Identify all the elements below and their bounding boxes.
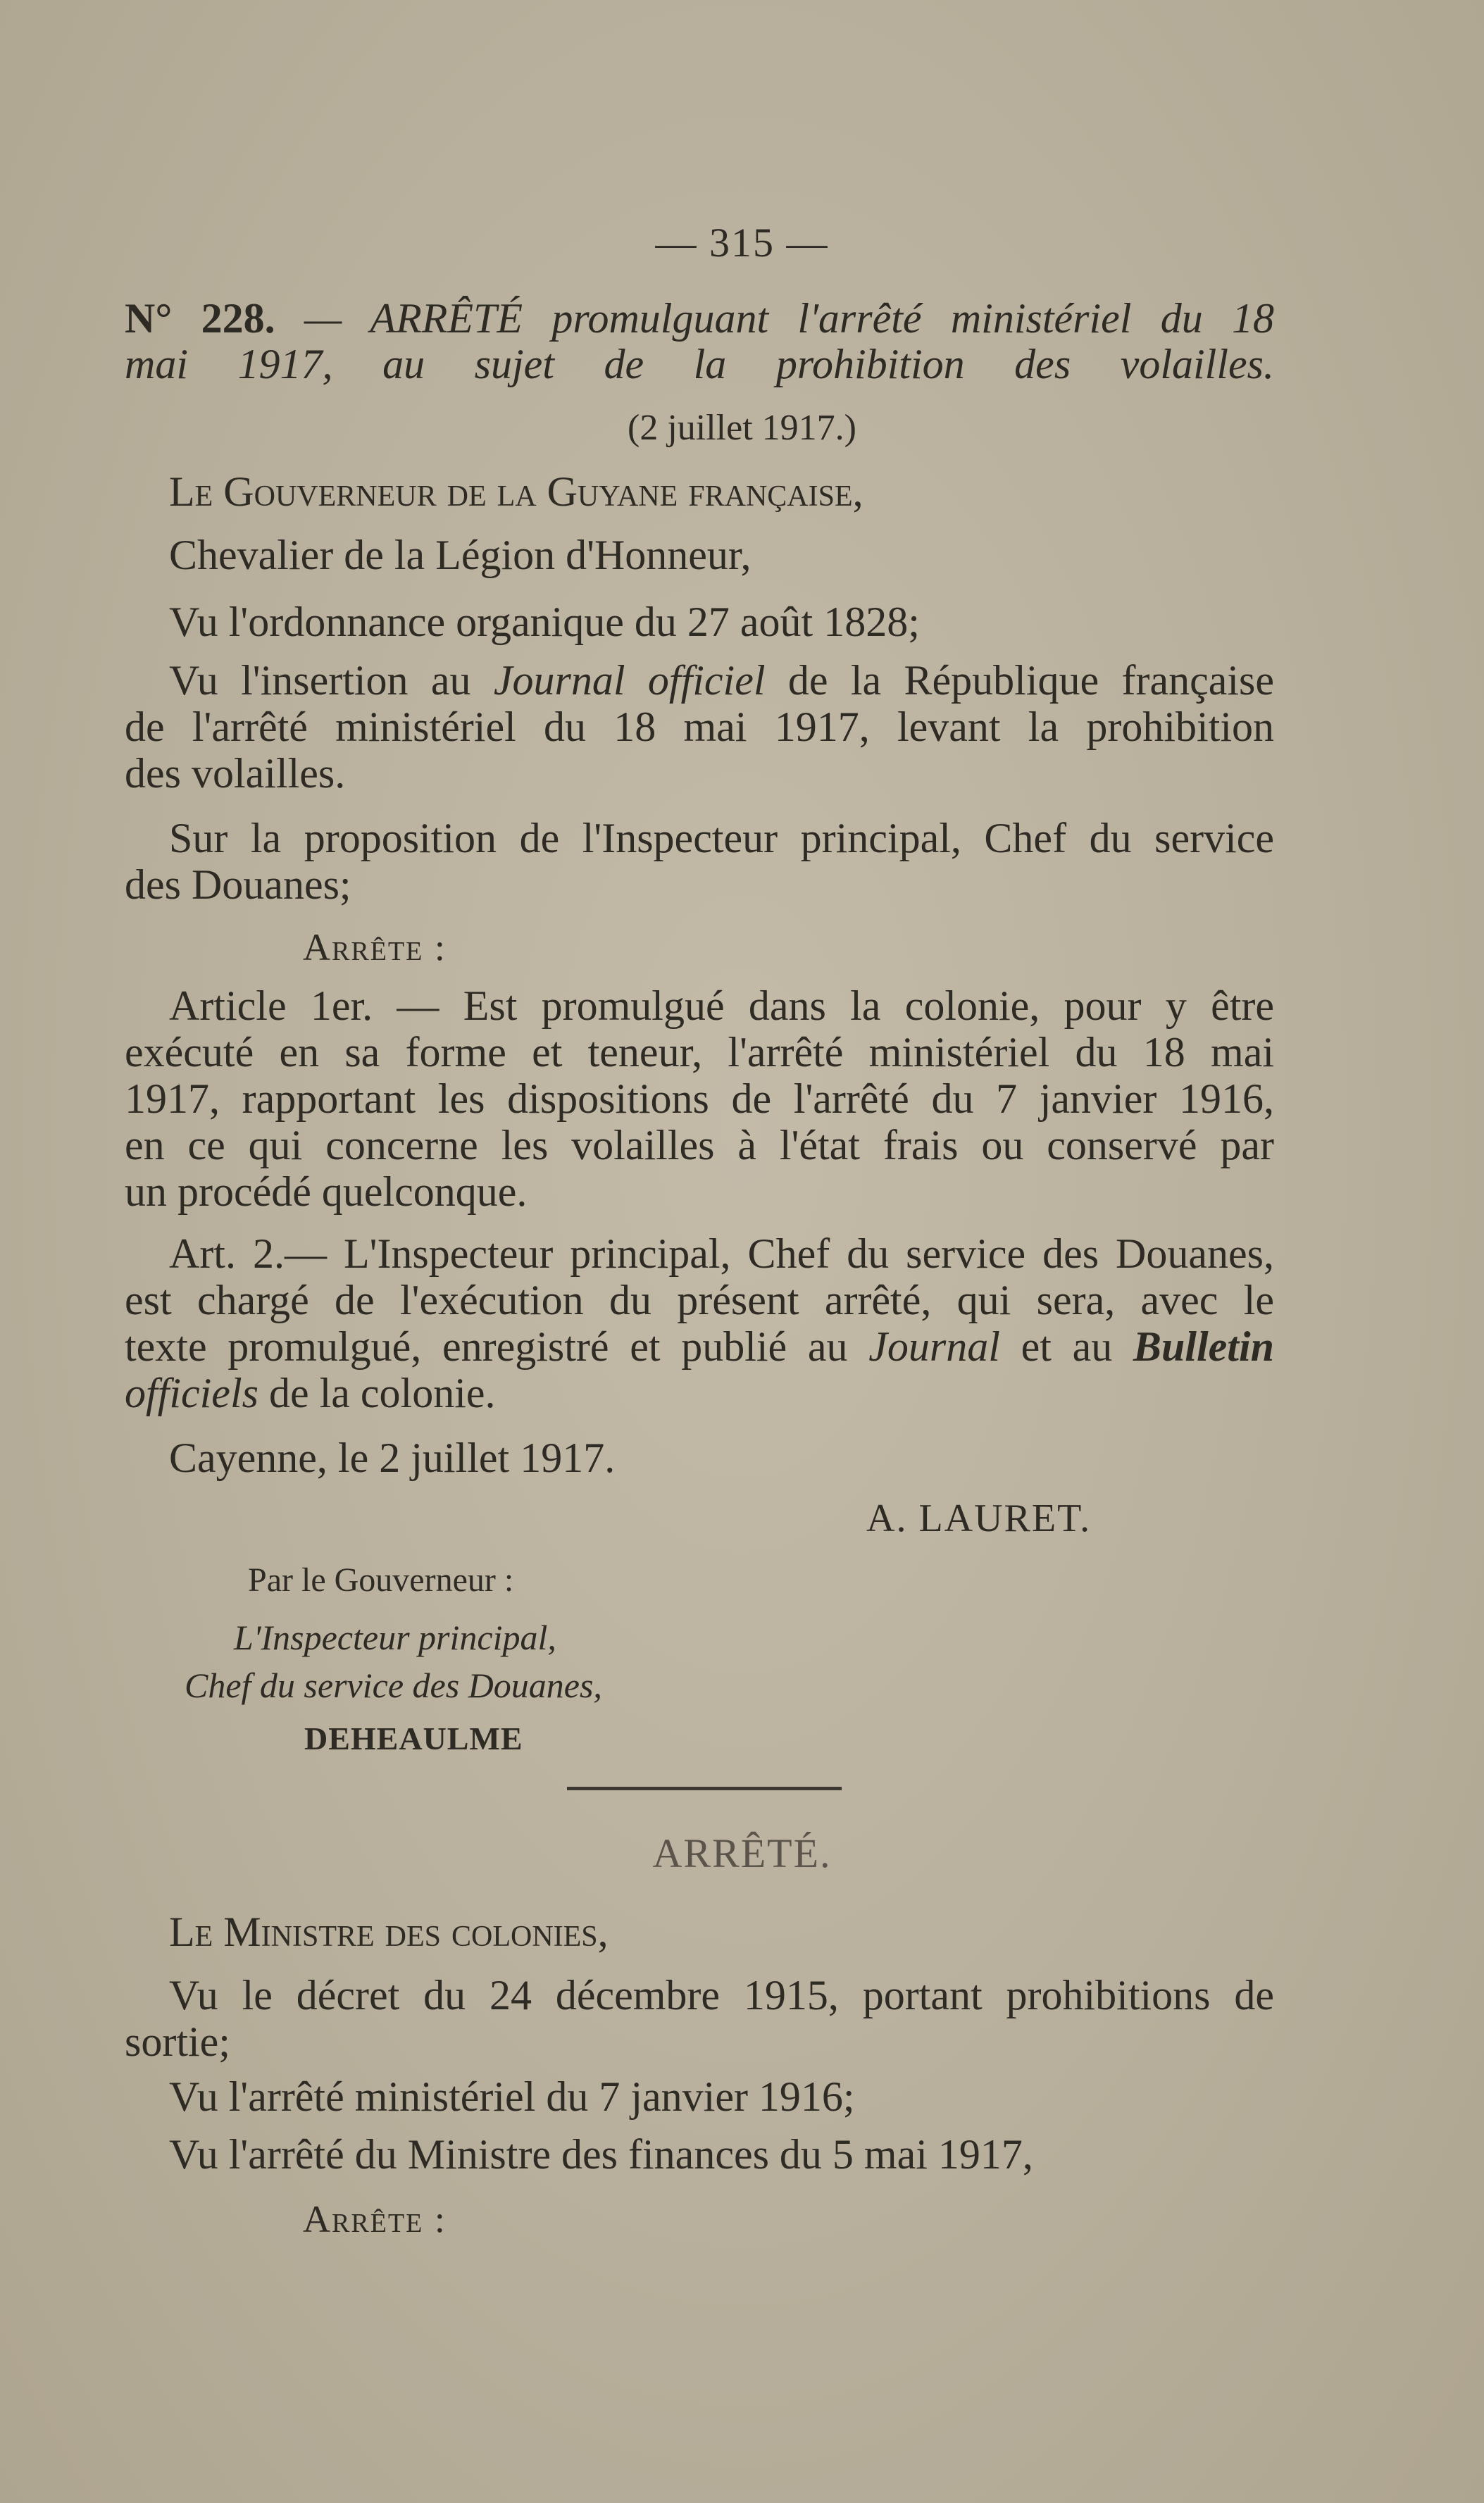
ministerial-vu1-line2: sortie;	[125, 2018, 230, 2065]
section-divider	[567, 1787, 842, 1790]
vu-insertion-text: Vu l'insertion au	[169, 657, 471, 704]
decree-number: N° 228.	[125, 295, 275, 342]
chevalier-line: Chevalier de la Légion d'Honneur,	[169, 532, 752, 578]
bulletin-text: Bulletin	[1133, 1323, 1274, 1370]
officiels-text: officiels	[125, 1370, 258, 1416]
arrete-label: Arrête :	[303, 926, 447, 968]
vu-insertion-line1	[169, 657, 1275, 704]
et-au-text: et au	[1021, 1323, 1113, 1370]
page-number: — 315 —	[655, 220, 829, 266]
vu-ordonnance: Vu l'ordonnance organique du 27 août 1828;	[169, 599, 920, 645]
ministerial-vu1-line1: Vu le décret du 24 décembre 1915, portant prohibitions de	[169, 1972, 1274, 2018]
article1-line2: exécuté en sa forme et teneur, l'arrêté ministériel du 18 mai	[125, 1029, 1274, 1075]
article2-line2: est chargé de l'exécution du présent arrêté, qui sera, avec le	[125, 1277, 1274, 1323]
vu-insertion-line2: de l'arrêté ministériel du 18 mai 1917, levant la prohibition	[125, 704, 1274, 750]
article1-line5: un procédé quelconque.	[125, 1168, 528, 1215]
decree-title-line1	[125, 295, 1275, 342]
decree-title-line2: mai 1917, au sujet de la prohibition des volailles.	[125, 341, 1274, 387]
chef-douanes: Chef du service des Douanes,	[185, 1666, 602, 1705]
proposition-line2: des Douanes;	[125, 861, 351, 908]
proposition-line1: Sur la proposition de l'Inspecteur principal, Chef du service	[169, 815, 1274, 861]
place-date: Cayenne, le 2 juillet 1917.	[169, 1435, 616, 1481]
decree-title-text: — ARRÊTÉ promulguant l'arrêté ministériel du 18	[304, 295, 1275, 342]
article2-line1: Art. 2.— L'Inspecteur principal, Chef du service des Douanes,	[169, 1230, 1274, 1277]
journal-officiel: Journal officiel	[493, 657, 766, 704]
vu-insertion-line3: des volailles.	[125, 750, 346, 797]
ministerial-heading: ARRÊTÉ.	[652, 1830, 832, 1876]
ministre-line: Le Ministre des colonies,	[169, 1909, 609, 1955]
par-le-gouverneur: Par le Gouverneur :	[248, 1561, 514, 1599]
article1-line3: 1917, rapportant les dispositions de l'arrêté du 7 janvier 1916,	[125, 1075, 1274, 1122]
inspecteur-principal: L'Inspecteur principal,	[234, 1618, 556, 1657]
article1-line4: en ce qui concerne les volailles à l'état frais ou conservé par	[125, 1122, 1274, 1168]
signature-lauret: A. LAURET.	[866, 1497, 1092, 1540]
article1-line1: Article 1er. — Est promulgué dans la colonie, pour y être	[169, 982, 1274, 1029]
de-la-colonie-text: de la colonie.	[268, 1370, 496, 1416]
journal-text: Journal	[868, 1323, 1000, 1370]
deheaulme: DEHEAULME	[304, 1721, 523, 1756]
vu-insertion-text-end: de la République française	[787, 657, 1275, 704]
ministerial-arrete-label: Arrête :	[303, 2198, 447, 2240]
decree-date: (2 juillet 1917.)	[628, 408, 856, 448]
ministerial-vu2: Vu l'arrêté ministériel du 7 janvier 1916;	[169, 2073, 855, 2120]
article2-line4	[125, 1372, 1274, 1414]
article2-text: texte promulgué, enregistré et publié au	[125, 1323, 848, 1370]
article2-line3	[125, 1325, 1274, 1368]
ministerial-vu3: Vu l'arrêté du Ministre des finances du 5 mai 1917,	[169, 2131, 1033, 2178]
governor-line: Le Gouverneur de la Guyane française,	[169, 468, 863, 515]
